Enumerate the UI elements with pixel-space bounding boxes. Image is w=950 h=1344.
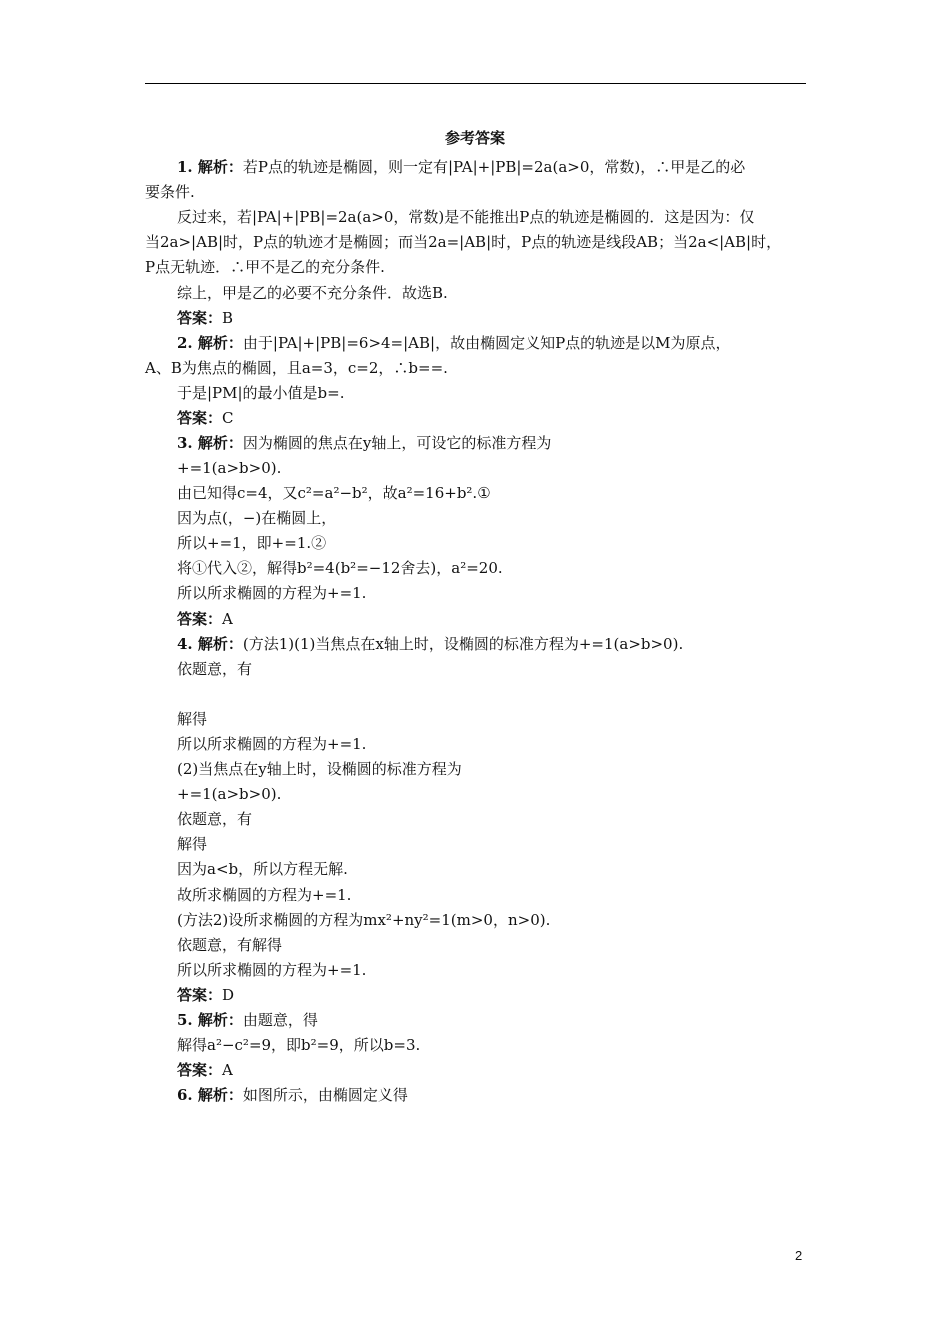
text-line [177, 609, 233, 629]
line-text: 故所求椭圆的方程为+=1. [177, 886, 352, 904]
text-line [177, 734, 366, 754]
text-line [177, 1010, 318, 1030]
text-line [177, 985, 234, 1005]
line-label: 答案： [177, 309, 223, 327]
line-text: 依题意，有解得 [177, 936, 283, 954]
text-line [177, 1060, 233, 1080]
text-line [177, 433, 551, 453]
line-text: 因为椭圆的焦点在y轴上，可设它的标准方程为 [242, 434, 552, 452]
line-label: 3. 解析： [177, 434, 243, 452]
text-line [177, 910, 550, 930]
line-text: 由于|PA|+|PB|=6>4=|AB|，故由椭圆定义知P点的轨迹是以M为原点， [242, 334, 731, 352]
text-line [177, 508, 336, 528]
text-line [177, 1085, 408, 1105]
text-line [177, 859, 348, 879]
line-text: 依题意，有 [177, 810, 253, 828]
text-line [177, 483, 491, 503]
line-text: (2)当焦点在y轴上时，设椭圆的标准方程为 [177, 760, 462, 778]
line-text: 由题意，得 [242, 1011, 318, 1029]
page-number: 2 [795, 1248, 803, 1263]
text-line [177, 308, 233, 328]
line-text: 依题意，有 [177, 660, 253, 678]
line-text: 将①代入②，解得b²=4(b²=−12舍去)，a²=20. [177, 559, 503, 577]
text-line [177, 533, 326, 553]
line-label: 2. 解析： [177, 334, 243, 352]
line-text: 于是|PM|的最小值是b=. [177, 384, 345, 402]
text-line [177, 458, 281, 478]
text-line [177, 408, 234, 428]
line-text: +=1(a>b>0). [177, 785, 282, 803]
line-label: 1. 解析： [177, 158, 243, 176]
line-text: 所以+=1，即+=1.② [177, 534, 327, 552]
line-text: 解得 [177, 835, 208, 853]
text-line [177, 1035, 420, 1055]
line-text: P点无轨迹．∴甲不是乙的充分条件. [145, 258, 385, 276]
line-label: 4. 解析： [177, 635, 243, 653]
line-text: 解得a²−c²=9，即b²=9，所以b=3. [177, 1036, 421, 1054]
line-label: 5. 解析： [177, 1011, 243, 1029]
line-label: 答案： [177, 409, 223, 427]
line-text: 反过来，若|PA|+|PB|=2a(a>0，常数)是不能推出P点的轨迹是椭圆的．这是因为：仅 [177, 208, 755, 226]
line-text: 由已知得c=4，又c²=a²−b²，故a²=16+b².① [177, 484, 491, 502]
line-text: 因为点(，−)在椭圆上， [177, 509, 337, 527]
line-label: 答案： [177, 986, 223, 1004]
line-text: A、B为焦点的椭圆，且a=3，c=2，∴b==. [145, 359, 448, 377]
line-text: 所以所求椭圆的方程为+=1. [177, 735, 367, 753]
text-line [177, 283, 448, 303]
line-text: B [222, 309, 234, 327]
line-text: 当2a>|AB|时，P点的轨迹才是椭圆；而当2a=|AB|时，P点的轨迹是线段AB；当2a<|AB|时， [145, 233, 782, 251]
text-line [177, 333, 731, 353]
text-line [177, 935, 282, 955]
text-line [145, 232, 781, 252]
line-text: 解得 [177, 710, 208, 728]
text-line [177, 709, 207, 729]
line-text: A [222, 610, 233, 628]
text-line [177, 659, 252, 679]
line-text: 若P点的轨迹是椭圆，则一定有|PA|+|PB|=2a(a>0，常数)，∴甲是乙的必 [242, 158, 746, 176]
text-line [177, 784, 281, 804]
text-line [177, 759, 462, 779]
line-text: (方法1)(1)当焦点在x轴上时，设椭圆的标准方程为+=1(a>b>0). [242, 635, 684, 653]
text-line [177, 207, 754, 227]
header-rule [145, 83, 806, 84]
text-line [177, 960, 366, 980]
line-text: 所以所求椭圆的方程为+=1. [177, 584, 367, 602]
text-line [177, 834, 207, 854]
line-text: 综上，甲是乙的必要不充分条件．故选B. [177, 284, 448, 302]
text-line [145, 358, 448, 378]
text-line [177, 634, 683, 654]
line-text: 所以所求椭圆的方程为+=1. [177, 961, 367, 979]
line-label: 6. 解析： [177, 1086, 243, 1104]
text-line [177, 583, 366, 603]
line-text: +=1(a>b>0). [177, 459, 282, 477]
line-text: 因为a<b，所以方程无解. [177, 860, 348, 878]
text-line [177, 885, 351, 905]
text-line [145, 257, 385, 277]
line-text: 要条件. [145, 183, 195, 201]
line-text: D [222, 986, 235, 1004]
text-line [177, 383, 345, 403]
line-text: C [222, 409, 234, 427]
text-line [177, 558, 503, 578]
line-label: 答案： [177, 1061, 223, 1079]
line-text: 如图所示，由椭圆定义得 [242, 1086, 408, 1104]
page-title: 参考答案 [444, 129, 505, 147]
text-line [177, 809, 252, 829]
line-label: 答案： [177, 610, 223, 628]
text-line [145, 182, 195, 202]
line-text: A [222, 1061, 233, 1079]
line-text: (方法2)设所求椭圆的方程为mx²+ny²=1(m>0，n>0). [177, 911, 551, 929]
text-line [177, 157, 745, 177]
